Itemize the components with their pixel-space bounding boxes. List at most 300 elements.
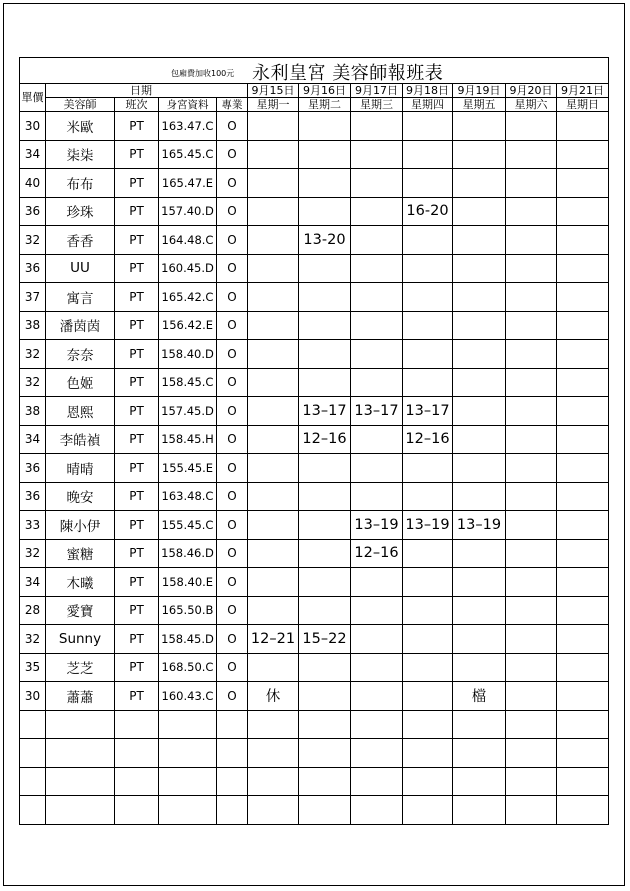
shift-cell: PT — [115, 254, 159, 283]
table-row — [20, 482, 609, 511]
date-header-cell: 9月16日 — [299, 84, 351, 98]
name-cell: 蕭蕭 — [46, 682, 115, 711]
empty-cell — [217, 767, 248, 796]
body-info-cell: 158.40.E — [159, 568, 217, 597]
price-cell: 32 — [20, 226, 46, 255]
name-cell: 晚安 — [46, 482, 115, 511]
name-cell: 晴晴 — [46, 454, 115, 483]
empty-cell — [403, 796, 453, 825]
schedule-cell — [557, 539, 609, 568]
schedule-cell — [557, 625, 609, 654]
body-info-cell: 165.50.B — [159, 596, 217, 625]
name-cell: 李皓禎 — [46, 425, 115, 454]
empty-cell — [248, 710, 299, 739]
body-info-cell: 157.40.D — [159, 197, 217, 226]
body-info-cell: 158.45.H — [159, 425, 217, 454]
empty-cell — [453, 710, 506, 739]
schedule-cell — [506, 311, 557, 340]
specialty-cell: O — [217, 283, 248, 312]
surcharge-note: 包廂費加收100元 — [171, 69, 235, 78]
schedule-cell — [453, 454, 506, 483]
body-info-cell: 164.48.C — [159, 226, 217, 255]
schedule-cell — [248, 197, 299, 226]
shift-cell: PT — [115, 140, 159, 169]
schedule-cell — [557, 169, 609, 198]
schedule-cell — [351, 197, 403, 226]
empty-row — [20, 796, 609, 825]
schedule-cell — [299, 254, 351, 283]
schedule-cell — [557, 311, 609, 340]
schedule-cell — [506, 539, 557, 568]
shift-cell: PT — [115, 368, 159, 397]
schedule-cell — [557, 226, 609, 255]
empty-cell — [46, 796, 115, 825]
table-row — [20, 539, 609, 568]
price-cell: 34 — [20, 568, 46, 597]
schedule-cell: 12–16 — [403, 425, 453, 454]
table-row — [20, 254, 609, 283]
schedule-cell — [403, 226, 453, 255]
empty-cell — [248, 796, 299, 825]
schedule-cell — [453, 596, 506, 625]
schedule-cell — [403, 311, 453, 340]
schedule-cell — [351, 425, 403, 454]
empty-row — [20, 710, 609, 739]
schedule-cell — [248, 340, 299, 369]
schedule-cell — [453, 112, 506, 141]
schedule-cell — [506, 511, 557, 540]
shift-cell: PT — [115, 539, 159, 568]
schedule-cell — [506, 397, 557, 426]
date-header-cell: 9月21日 — [557, 84, 609, 98]
schedule-cell — [248, 568, 299, 597]
title-row — [20, 58, 609, 84]
empty-cell — [299, 739, 351, 768]
name-cell: 奈奈 — [46, 340, 115, 369]
schedule-cell — [506, 454, 557, 483]
shift-cell: PT — [115, 454, 159, 483]
weekday-header-cell: 星期三 — [351, 98, 403, 112]
shift-cell: PT — [115, 653, 159, 682]
schedule-cell — [403, 482, 453, 511]
table-row — [20, 340, 609, 369]
schedule-cell: 16-20 — [403, 197, 453, 226]
schedule-cell — [557, 482, 609, 511]
schedule-cell: 12–21 — [248, 625, 299, 654]
shift-cell: PT — [115, 311, 159, 340]
date-header-cell: 9月18日 — [403, 84, 453, 98]
schedule-cell — [557, 140, 609, 169]
specialty-header: 專業 — [217, 98, 248, 112]
schedule-cell — [557, 397, 609, 426]
schedule-cell — [248, 653, 299, 682]
name-cell: 寓言 — [46, 283, 115, 312]
schedule-cell — [506, 169, 557, 198]
weekday-header-cell: 星期五 — [453, 98, 506, 112]
specialty-cell: O — [217, 511, 248, 540]
schedule-cell — [453, 425, 506, 454]
empty-cell — [20, 739, 46, 768]
name-cell: 愛寶 — [46, 596, 115, 625]
table-row — [20, 112, 609, 141]
empty-cell — [453, 796, 506, 825]
name-cell: UU — [46, 254, 115, 283]
schedule-cell — [248, 539, 299, 568]
empty-cell — [115, 796, 159, 825]
schedule-cell — [506, 340, 557, 369]
shift-cell: PT — [115, 482, 159, 511]
table-row — [20, 511, 609, 540]
schedule-cell — [506, 682, 557, 711]
schedule-cell — [299, 454, 351, 483]
empty-cell — [453, 767, 506, 796]
table-row — [20, 682, 609, 711]
schedule-cell — [351, 140, 403, 169]
name-cell: 陳小伊 — [46, 511, 115, 540]
schedule-cell — [506, 226, 557, 255]
schedule-cell — [453, 653, 506, 682]
empty-cell — [46, 710, 115, 739]
weekday-header-cell: 星期日 — [557, 98, 609, 112]
specialty-cell: O — [217, 140, 248, 169]
empty-cell — [115, 767, 159, 796]
schedule-cell — [248, 140, 299, 169]
price-cell: 34 — [20, 425, 46, 454]
schedule-cell — [557, 596, 609, 625]
schedule-cell: 12–16 — [351, 539, 403, 568]
specialty-cell: O — [217, 596, 248, 625]
schedule-cell — [403, 140, 453, 169]
empty-cell — [403, 767, 453, 796]
schedule-cell — [403, 340, 453, 369]
schedule-cell — [248, 311, 299, 340]
specialty-cell: O — [217, 254, 248, 283]
schedule-cell — [557, 682, 609, 711]
schedule-cell — [351, 682, 403, 711]
schedule-cell: 13–19 — [403, 511, 453, 540]
weekday-header-cell: 星期六 — [506, 98, 557, 112]
price-cell: 40 — [20, 169, 46, 198]
schedule-cell — [351, 625, 403, 654]
empty-row — [20, 739, 609, 768]
schedule-cell — [248, 454, 299, 483]
schedule-cell — [351, 340, 403, 369]
empty-cell — [20, 710, 46, 739]
specialty-cell: O — [217, 539, 248, 568]
schedule-cell — [299, 682, 351, 711]
name-cell: 柒柒 — [46, 140, 115, 169]
schedule-cell — [453, 482, 506, 511]
schedule-cell: 13–19 — [351, 511, 403, 540]
empty-cell — [217, 710, 248, 739]
empty-cell — [159, 710, 217, 739]
schedule-cell — [557, 511, 609, 540]
shift-cell: PT — [115, 226, 159, 255]
schedule-cell — [506, 283, 557, 312]
empty-cell — [217, 739, 248, 768]
table-row — [20, 625, 609, 654]
shift-header: 班次 — [115, 98, 159, 112]
specialty-cell: O — [217, 682, 248, 711]
specialty-cell: O — [217, 425, 248, 454]
schedule-cell: 13–17 — [351, 397, 403, 426]
schedule-cell — [299, 340, 351, 369]
table-row — [20, 197, 609, 226]
table-row — [20, 596, 609, 625]
schedule-sheet — [19, 57, 609, 825]
empty-cell — [217, 796, 248, 825]
schedule-cell: 檔 — [453, 682, 506, 711]
schedule-cell — [248, 368, 299, 397]
date-header-cell: 9月15日 — [248, 84, 299, 98]
name-cell: 恩熙 — [46, 397, 115, 426]
schedule-cell — [248, 112, 299, 141]
schedule-cell — [453, 368, 506, 397]
body-info-cell: 157.45.D — [159, 397, 217, 426]
price-cell: 36 — [20, 454, 46, 483]
schedule-cell — [506, 254, 557, 283]
body-info-cell: 165.42.C — [159, 283, 217, 312]
schedule-cell — [248, 596, 299, 625]
date-header: 日期 — [46, 84, 248, 98]
empty-cell — [46, 739, 115, 768]
schedule-cell — [557, 568, 609, 597]
specialty-cell: O — [217, 311, 248, 340]
schedule-cell — [453, 226, 506, 255]
date-header-cell: 9月20日 — [506, 84, 557, 98]
name-cell: Sunny — [46, 625, 115, 654]
schedule-cell: 13–17 — [403, 397, 453, 426]
schedule-cell — [299, 653, 351, 682]
schedule-cell — [557, 340, 609, 369]
page-title: 永利皇宮 美容師報班表 — [252, 63, 444, 84]
price-cell: 30 — [20, 682, 46, 711]
schedule-cell — [351, 311, 403, 340]
specialty-cell: O — [217, 482, 248, 511]
date-header-cell: 9月19日 — [453, 84, 506, 98]
schedule-cell — [403, 596, 453, 625]
specialty-cell: O — [217, 340, 248, 369]
shift-cell: PT — [115, 682, 159, 711]
schedule-cell — [299, 568, 351, 597]
empty-cell — [453, 739, 506, 768]
schedule-cell — [351, 226, 403, 255]
empty-cell — [115, 739, 159, 768]
schedule-cell — [506, 482, 557, 511]
schedule-cell: 13-20 — [299, 226, 351, 255]
price-cell: 32 — [20, 539, 46, 568]
schedule-cell — [557, 653, 609, 682]
price-header: 單價 — [20, 84, 46, 112]
body-info-cell: 160.43.C — [159, 682, 217, 711]
body-info-cell: 165.47.E — [159, 169, 217, 198]
schedule-cell — [506, 653, 557, 682]
table-row — [20, 397, 609, 426]
schedule-cell — [299, 368, 351, 397]
header-row-weekdays — [20, 98, 609, 112]
empty-row — [20, 767, 609, 796]
price-cell: 36 — [20, 254, 46, 283]
body-info-cell: 155.45.C — [159, 511, 217, 540]
schedule-cell — [403, 254, 453, 283]
weekday-header-cell: 星期一 — [248, 98, 299, 112]
schedule-cell — [351, 112, 403, 141]
schedule-cell — [506, 197, 557, 226]
schedule-cell — [351, 368, 403, 397]
table-row — [20, 283, 609, 312]
shift-cell: PT — [115, 625, 159, 654]
empty-cell — [351, 796, 403, 825]
specialty-cell: O — [217, 653, 248, 682]
name-cell: 香香 — [46, 226, 115, 255]
specialty-cell: O — [217, 112, 248, 141]
weekday-header-cell: 星期二 — [299, 98, 351, 112]
schedule-cell — [557, 283, 609, 312]
schedule-cell — [403, 682, 453, 711]
schedule-cell — [506, 425, 557, 454]
empty-cell — [351, 767, 403, 796]
shift-cell: PT — [115, 340, 159, 369]
schedule-cell — [299, 482, 351, 511]
name-cell: 潘茵茵 — [46, 311, 115, 340]
name-cell: 木曦 — [46, 568, 115, 597]
name-cell: 布布 — [46, 169, 115, 198]
empty-cell — [20, 767, 46, 796]
shift-cell: PT — [115, 169, 159, 198]
schedule-cell — [403, 454, 453, 483]
price-cell: 32 — [20, 368, 46, 397]
schedule-cell — [557, 254, 609, 283]
table-row — [20, 226, 609, 255]
shift-cell: PT — [115, 112, 159, 141]
price-cell: 32 — [20, 340, 46, 369]
date-header-cell: 9月17日 — [351, 84, 403, 98]
empty-cell — [46, 767, 115, 796]
price-cell: 28 — [20, 596, 46, 625]
empty-cell — [557, 710, 609, 739]
shift-cell: PT — [115, 511, 159, 540]
price-cell: 35 — [20, 653, 46, 682]
schedule-cell — [248, 169, 299, 198]
empty-cell — [506, 710, 557, 739]
schedule-cell — [403, 169, 453, 198]
schedule-cell — [453, 568, 506, 597]
schedule-cell: 12–16 — [299, 425, 351, 454]
schedule-cell — [248, 482, 299, 511]
table-row — [20, 311, 609, 340]
schedule-cell — [299, 169, 351, 198]
weekday-header-cell: 星期四 — [403, 98, 453, 112]
table-row — [20, 169, 609, 198]
price-cell: 36 — [20, 197, 46, 226]
shift-cell: PT — [115, 425, 159, 454]
schedule-table — [19, 57, 609, 825]
empty-cell — [557, 767, 609, 796]
empty-cell — [115, 710, 159, 739]
schedule-cell — [557, 197, 609, 226]
schedule-cell — [506, 112, 557, 141]
schedule-cell — [248, 226, 299, 255]
schedule-cell — [248, 397, 299, 426]
schedule-cell — [299, 511, 351, 540]
specialty-cell: O — [217, 226, 248, 255]
schedule-cell — [351, 596, 403, 625]
specialty-cell: O — [217, 368, 248, 397]
schedule-cell: 13–19 — [453, 511, 506, 540]
price-cell: 33 — [20, 511, 46, 540]
schedule-cell — [351, 653, 403, 682]
specialty-cell: O — [217, 625, 248, 654]
name-cell: 蜜糖 — [46, 539, 115, 568]
body-info-cell: 156.42.E — [159, 311, 217, 340]
table-row — [20, 368, 609, 397]
body-info-cell: 158.40.D — [159, 340, 217, 369]
schedule-cell — [299, 140, 351, 169]
schedule-cell — [351, 283, 403, 312]
body-info-cell: 160.45.D — [159, 254, 217, 283]
schedule-cell — [453, 340, 506, 369]
schedule-cell: 休 — [248, 682, 299, 711]
price-cell: 38 — [20, 397, 46, 426]
name-cell: 米歐 — [46, 112, 115, 141]
schedule-cell — [403, 625, 453, 654]
schedule-cell — [351, 454, 403, 483]
name-header: 美容師 — [46, 98, 115, 112]
schedule-cell — [453, 254, 506, 283]
shift-cell: PT — [115, 397, 159, 426]
schedule-cell — [299, 283, 351, 312]
schedule-cell — [403, 539, 453, 568]
body-info-cell: 168.50.C — [159, 653, 217, 682]
body-info-cell: 163.47.C — [159, 112, 217, 141]
schedule-cell — [403, 283, 453, 312]
body-info-cell: 158.45.C — [159, 368, 217, 397]
schedule-cell — [403, 112, 453, 141]
empty-cell — [299, 767, 351, 796]
body-info-cell: 155.45.E — [159, 454, 217, 483]
specialty-cell: O — [217, 197, 248, 226]
schedule-cell — [299, 596, 351, 625]
schedule-cell — [299, 311, 351, 340]
schedule-cell — [557, 112, 609, 141]
shift-cell: PT — [115, 197, 159, 226]
schedule-cell — [506, 596, 557, 625]
schedule-cell — [453, 539, 506, 568]
empty-cell — [506, 767, 557, 796]
price-cell: 30 — [20, 112, 46, 141]
schedule-cell — [453, 283, 506, 312]
specialty-cell: O — [217, 169, 248, 198]
header-row-dates — [20, 84, 609, 98]
empty-cell — [299, 796, 351, 825]
empty-cell — [159, 796, 217, 825]
table-row — [20, 140, 609, 169]
schedule-cell — [453, 197, 506, 226]
empty-cell — [557, 739, 609, 768]
price-cell: 36 — [20, 482, 46, 511]
empty-cell — [299, 710, 351, 739]
empty-cell — [403, 710, 453, 739]
table-row — [20, 425, 609, 454]
empty-cell — [159, 739, 217, 768]
schedule-cell — [248, 254, 299, 283]
specialty-cell: O — [217, 454, 248, 483]
schedule-cell — [403, 568, 453, 597]
schedule-cell — [351, 568, 403, 597]
price-cell: 38 — [20, 311, 46, 340]
schedule-cell — [506, 568, 557, 597]
schedule-cell — [248, 425, 299, 454]
